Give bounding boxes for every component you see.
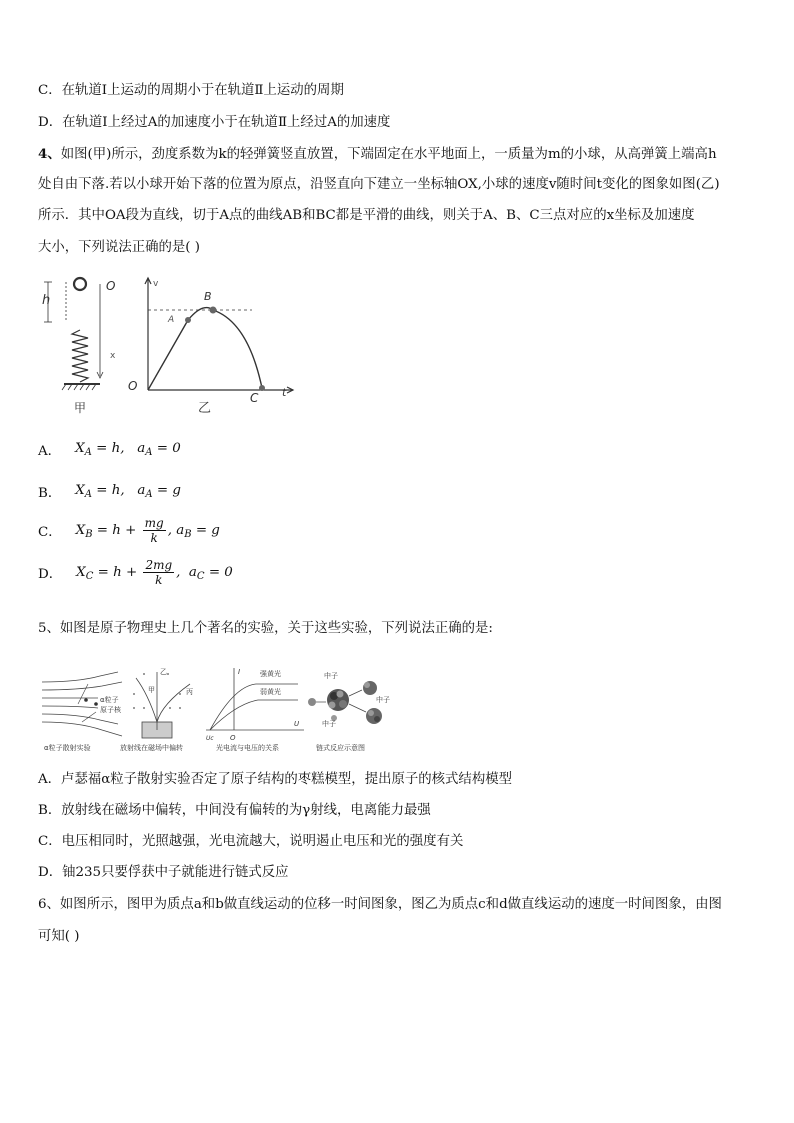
val-a: = g bbox=[191, 523, 220, 538]
val-post: , bbox=[176, 565, 181, 580]
caption-4: 链式反应示意图 bbox=[316, 744, 365, 752]
q4-option-b bbox=[38, 482, 181, 501]
var-a: a bbox=[137, 441, 146, 456]
option-letter: A． bbox=[38, 444, 62, 459]
val-x: = h, bbox=[92, 483, 125, 498]
denominator: k bbox=[155, 573, 163, 587]
var-x: X bbox=[76, 565, 86, 580]
label-bing: 丙 bbox=[186, 688, 193, 696]
label-neutron-3: 中子 bbox=[322, 720, 336, 728]
point-c bbox=[259, 385, 265, 391]
q3-option-c: C．在轨道Ⅰ上运动的周期小于在轨道Ⅱ上运动的周期 bbox=[38, 83, 344, 98]
var-a: a bbox=[137, 483, 146, 498]
denominator: k bbox=[150, 531, 158, 545]
chain-reaction-panel bbox=[308, 681, 382, 724]
label-b: B bbox=[204, 290, 212, 303]
label-jia: 甲 bbox=[148, 686, 155, 694]
val-x: = h, bbox=[91, 441, 125, 456]
var-x: X bbox=[75, 483, 85, 498]
spring-diagram bbox=[44, 278, 103, 390]
label-a: A bbox=[168, 315, 175, 325]
label-jia: 甲 bbox=[74, 401, 87, 415]
val-pre: = h + bbox=[92, 523, 141, 538]
label-neutron-1: 中子 bbox=[324, 672, 338, 680]
label-uc: Uc bbox=[206, 735, 214, 742]
alpha-scattering-panel bbox=[42, 672, 122, 736]
sub-x: B bbox=[85, 529, 93, 540]
sub-x: C bbox=[85, 571, 94, 582]
q4-stem-line-3: 所示．其中OA段为直线，切于A点的曲线AB和BC都是平滑的曲线，则关于A、B、C三点对应的x坐标及加速度 bbox=[38, 208, 695, 223]
var-x: X bbox=[75, 523, 86, 538]
q4-figure bbox=[38, 272, 303, 420]
q4-stem-line-2: 处自由下落.若以小球开始下落的位置为原点，沿竖直向下建立一坐标轴OX,小球的速度v随时间t变化的图象如图(乙) bbox=[38, 177, 720, 192]
option-letter: D． bbox=[38, 567, 63, 582]
val-pre: = h + bbox=[93, 565, 142, 580]
q3-option-d: D．在轨道Ⅰ上经过A的加速度小于在轨道Ⅱ上经过A的加速度 bbox=[38, 115, 391, 130]
numerator: mg bbox=[144, 516, 164, 530]
label-o-jia: O bbox=[106, 279, 116, 293]
magnetic-field-panel bbox=[136, 672, 190, 738]
label-strong-yellow: 强黄光 bbox=[260, 670, 281, 678]
point-a bbox=[185, 317, 191, 323]
q4-stem-line-4: 大小，下列说法正确的是( ) bbox=[38, 240, 201, 255]
val-a: = 0 bbox=[152, 441, 181, 456]
option-letter: C． bbox=[38, 525, 62, 540]
option-b-expr bbox=[75, 483, 181, 500]
fraction bbox=[143, 558, 174, 587]
caption-3: 光电流与电压的关系 bbox=[216, 744, 279, 752]
val-a: = g bbox=[152, 483, 181, 498]
q4-option-d bbox=[38, 558, 233, 587]
label-o: O bbox=[230, 734, 236, 742]
caption-1: α粒子散射实验 bbox=[44, 744, 91, 752]
sub-a: C bbox=[196, 571, 205, 582]
q5-option-d: D．铀235只要俘获中子就能进行链式反应 bbox=[38, 865, 289, 880]
option-a-expr bbox=[75, 441, 181, 458]
q4-option-c bbox=[38, 516, 220, 545]
alpha-label: α粒子 bbox=[100, 696, 119, 704]
sub-a: B bbox=[184, 529, 192, 540]
option-d-expr bbox=[76, 558, 233, 587]
q5-option-c: C．电压相同时，光照越强，光电流越大，说明遏止电压和光的强度有关 bbox=[38, 834, 464, 849]
nucleus-label: 原子核 bbox=[100, 706, 121, 714]
label-v: v bbox=[153, 279, 159, 289]
q4-stem-text-1: 如图(甲)所示，劲度系数为k的轻弹簧竖直放置，下端固定在水平地面上，一质量为m的小球，从高弹簧上端高h bbox=[60, 147, 717, 162]
spring-coil bbox=[72, 330, 88, 382]
label-o-yi: O bbox=[128, 379, 138, 393]
var-a: a bbox=[176, 523, 185, 538]
label-h: h bbox=[42, 293, 51, 308]
label-neutron-2: 中子 bbox=[376, 696, 390, 704]
numerator: 2mg bbox=[145, 558, 173, 572]
q5-option-b: B．放射线在磁场中偏转，中间没有偏转的为γ射线，电离能力最强 bbox=[38, 803, 431, 818]
label-yi: 乙 bbox=[160, 668, 167, 676]
var-x: X bbox=[75, 441, 85, 456]
q5-option-a: A．卢瑟福α粒子散射实验否定了原子结构的枣糕模型，提出原子的核式结构模型 bbox=[38, 772, 512, 787]
q4-stem-line-1 bbox=[38, 145, 717, 164]
val-a: = 0 bbox=[204, 565, 233, 580]
ball bbox=[74, 278, 86, 290]
label-u: U bbox=[294, 720, 300, 728]
option-letter: B． bbox=[38, 486, 62, 501]
sub-x: A bbox=[84, 489, 93, 500]
nucleus-dot-1 bbox=[84, 698, 88, 702]
sub-a: A bbox=[145, 447, 153, 458]
label-i: I bbox=[238, 668, 241, 676]
label-x: x bbox=[110, 351, 116, 361]
fraction bbox=[143, 516, 166, 545]
sub-x: A bbox=[84, 447, 92, 458]
label-weak-yellow: 弱黄光 bbox=[260, 688, 281, 696]
q6-stem-line-1: 6、如图所示，图甲为质点a和b做直线运动的位移一时间图象，图乙为质点c和d做直线运动的速度一时间图象，由图 bbox=[38, 897, 722, 912]
q4-option-a bbox=[38, 440, 181, 459]
vt-graph bbox=[145, 278, 293, 393]
label-yi: 乙 bbox=[198, 401, 212, 416]
sub-a: A bbox=[145, 489, 153, 500]
option-c-expr bbox=[76, 516, 220, 545]
label-c: C bbox=[250, 391, 259, 405]
q6-stem-line-2: 可知( ) bbox=[38, 929, 80, 944]
q4-number: 4、 bbox=[38, 146, 61, 162]
caption-2: 放射线在磁场中偏转 bbox=[120, 744, 183, 752]
photocurrent-panel bbox=[206, 668, 304, 730]
label-t: t bbox=[282, 386, 287, 399]
point-b bbox=[210, 307, 217, 314]
var-a: a bbox=[188, 565, 197, 580]
q5-figure bbox=[38, 664, 398, 756]
nucleus-dot-2 bbox=[94, 702, 98, 706]
val-post: , bbox=[167, 523, 177, 538]
q5-stem: 5、如图是原子物理史上几个著名的实验，关于这些实验，下列说法正确的是: bbox=[38, 621, 493, 636]
